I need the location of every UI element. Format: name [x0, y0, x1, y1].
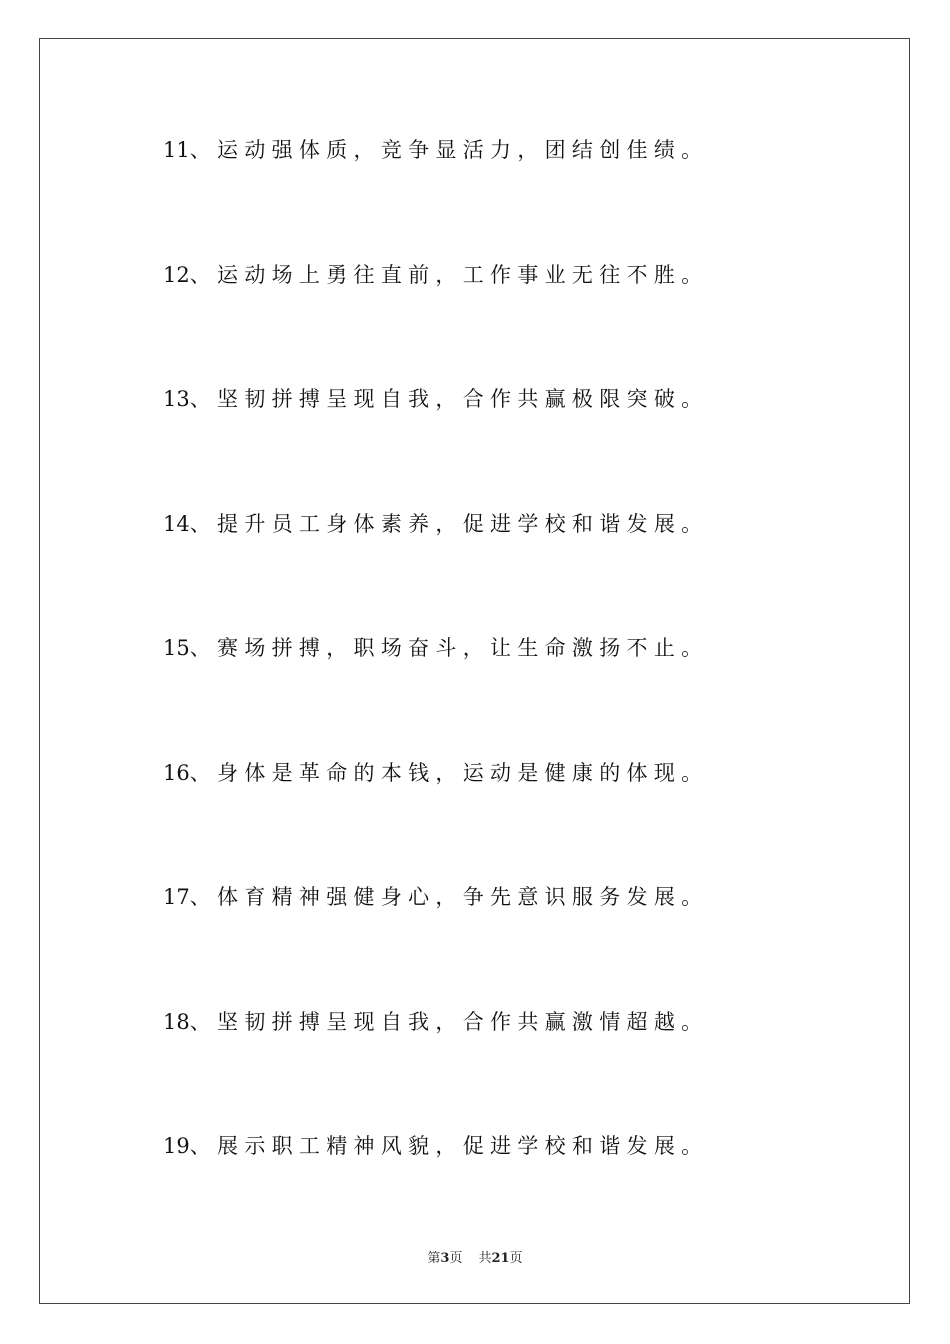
slogan-line-19 — [163, 1127, 708, 1252]
page-suffix: 页 — [449, 1251, 463, 1266]
line-text: 、体育精神强健身心，争先意识服务发展。 — [189, 885, 709, 909]
page-total: 21 — [491, 1251, 510, 1266]
line-text: 、运动强体质，竞争显活力，团结创佳绩。 — [189, 138, 709, 162]
line-number: 17 — [163, 885, 190, 909]
line-number: 11 — [163, 138, 190, 162]
line-number: 15 — [163, 636, 190, 660]
slogan-line-12 — [163, 256, 708, 381]
line-text: 、坚韧拼搏呈现自我，合作共赢极限突破。 — [189, 387, 709, 411]
slogan-line-16 — [163, 754, 708, 879]
slogan-line-17 — [163, 878, 708, 1003]
line-text: 、坚韧拼搏呈现自我，合作共赢激情超越。 — [189, 1009, 709, 1034]
line-number: 14 — [163, 511, 190, 536]
line-text: 、赛场拼搏，职场奋斗，让生命激扬不止。 — [189, 636, 709, 660]
line-text: 、展示职工精神风貌，促进学校和谐发展。 — [189, 1134, 709, 1158]
line-number: 16 — [163, 760, 190, 785]
line-text: 、身体是革命的本钱，运动是健康的体现。 — [189, 760, 709, 785]
slogan-line-18 — [163, 1003, 708, 1128]
line-text: 、运动场上勇往直前，工作事业无往不胜。 — [189, 262, 709, 287]
slogan-line-11 — [163, 131, 708, 256]
slogan-line-14 — [163, 505, 708, 630]
total-suffix: 页 — [509, 1251, 523, 1266]
page-current: 3 — [440, 1251, 450, 1266]
total-prefix: 共 — [478, 1251, 492, 1266]
slogan-line-15 — [163, 629, 708, 754]
line-number: 12 — [163, 262, 190, 287]
line-number: 13 — [163, 387, 190, 411]
page-footer — [0, 1247, 950, 1266]
line-number: 18 — [163, 1009, 190, 1034]
line-number: 19 — [163, 1134, 190, 1158]
line-text: 、提升员工身体素养，促进学校和谐发展。 — [189, 511, 709, 536]
slogan-list — [163, 131, 708, 1252]
slogan-line-13 — [163, 380, 708, 505]
page-prefix: 第 — [427, 1251, 441, 1266]
